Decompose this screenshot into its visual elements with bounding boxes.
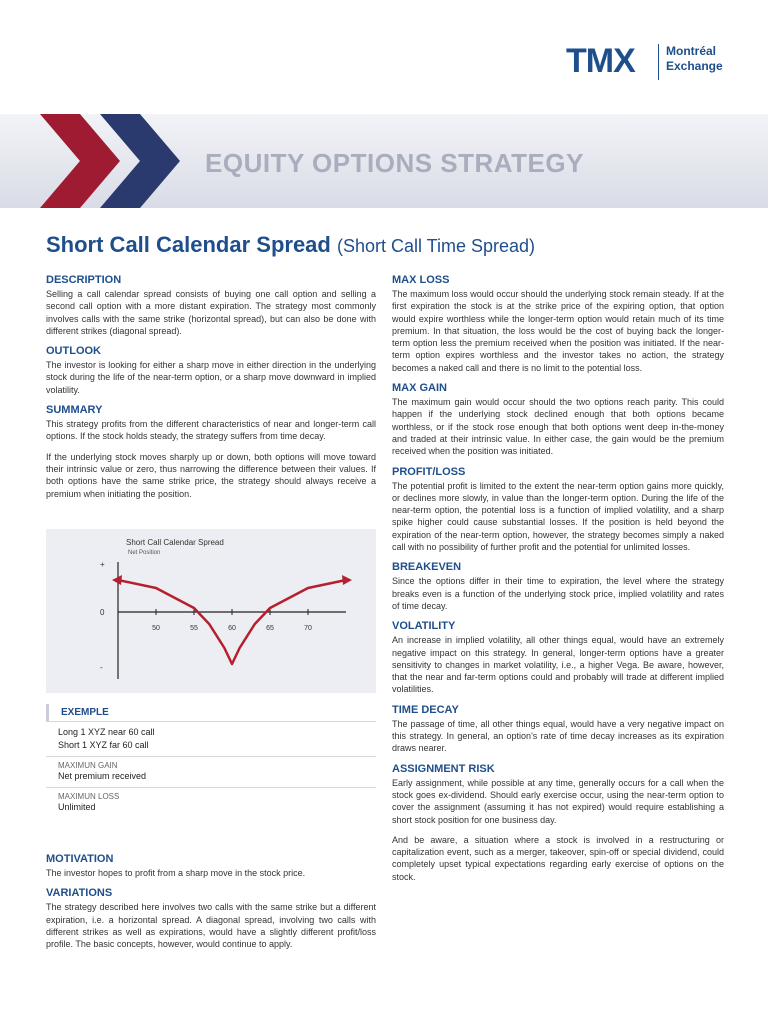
section-heading: MAX GAIN	[392, 382, 447, 395]
section-volatility	[392, 620, 724, 695]
example-line: Short 1 XYZ far 60 call	[58, 740, 149, 750]
page-title	[46, 232, 535, 258]
section-summary	[46, 404, 376, 500]
section-paragraph: This strategy profits from the different characteristics of near and longer-term call options. If the stock holds steady, the strategy suffers from time decay.	[46, 419, 376, 442]
page-title-sub: (Short Call Time Spread)	[336, 236, 536, 256]
max-loss-value: Unlimited	[58, 802, 96, 812]
example-max-loss	[46, 787, 376, 818]
max-loss-label: MAXIMUN LOSS	[58, 792, 120, 801]
section-paragraph: Selling a call calendar spread consists of buying one call option and selling a second call option with a more distant expiration. The strategy most commonly involves calls with the same strike (horizontal spread), but can also be done with different strikes (diagonal spread).	[46, 289, 376, 336]
chart-arrow-right-icon	[342, 575, 352, 585]
page-title-main: Short Call Calendar Spread	[46, 232, 331, 257]
section-paragraph: The investor is looking for either a sharp move in either direction in the underlying stock during the life of the near-term option, or a sharp move downward in implied volatility.	[46, 360, 376, 395]
band-title: EQUITY OPTIONS STRATEGY	[205, 148, 584, 178]
example-box	[46, 704, 376, 818]
chevron-icon	[0, 114, 200, 208]
section-heading: DESCRIPTION	[46, 274, 122, 286]
section-breakeven	[392, 561, 724, 612]
section-paragraph: Since the options differ in their time to expiration, the level where the strategy breaks even is a function of the underlying stock price, implied volatility and rates of time decay.	[392, 576, 724, 611]
chart-x-tick-label: 70	[304, 625, 312, 632]
section-heading: BREAKEVEN	[392, 561, 462, 574]
chart-y-label: -	[100, 663, 103, 672]
example-heading: EXEMPLE	[46, 704, 376, 721]
section-paragraph: The investor hopes to profit from a sharp move in the stock price.	[46, 868, 306, 878]
section-motivation	[46, 853, 376, 879]
section-description	[46, 274, 376, 337]
logo-place	[666, 44, 723, 74]
section-heading: OUTLOOK	[46, 345, 101, 358]
payoff-chart-box	[46, 529, 376, 693]
chart-y-label: 0	[100, 608, 105, 617]
section-heading: ASSIGNMENT RISK	[392, 762, 495, 775]
tmx-logo	[566, 38, 736, 88]
chart-x-tick-label: 55	[190, 625, 198, 632]
section-heading: VARIATIONS	[46, 887, 113, 900]
section-heading: MOTIVATION	[46, 853, 114, 865]
section-outlook	[46, 345, 376, 396]
chart-arrow-left-icon	[112, 575, 122, 585]
max-gain-value: Net premium received	[58, 771, 147, 781]
section-heading: MAX LOSS	[392, 274, 450, 286]
section-max-loss	[392, 274, 724, 374]
logo-divider	[658, 44, 659, 80]
section-time-decay	[392, 704, 724, 755]
chart-y-label: +	[100, 560, 105, 569]
payoff-chart	[46, 529, 376, 693]
section-heading: PROFIT/LOSS	[392, 465, 466, 478]
section-heading: SUMMARY	[46, 404, 103, 417]
section-assignment-risk	[392, 763, 724, 883]
section-profit-loss	[392, 466, 724, 554]
right-column	[392, 274, 724, 891]
section-max-gain	[392, 382, 724, 457]
section-paragraph: The maximum gain would occur should the two options reach parity. This could happen if the underlying stock declined enough that both options became worthless, or if the stock rose enough that both options went deep in-the-money and traded at their intrinsic value. In either case, the gain would be the premium received when the position was initiated.	[392, 397, 724, 457]
left-column	[46, 274, 376, 508]
chart-x-tick-label: 65	[266, 625, 274, 632]
logo-text: TMX	[566, 42, 635, 80]
chart-x-tick-label: 60	[228, 625, 236, 632]
max-gain-label: MAXIMUN GAIN	[58, 761, 118, 770]
chart-title: Short Call Calendar Spread	[126, 538, 224, 547]
section-paragraph: The maximum loss would occur should the underlying stock remain steady. If at the first expiration the stock is at the strike price of the expiring option, that option would expire worthless while the longer-term option would retain much of its time premium. In that situation, the loss would be the cost of buying back the longer-term option less the premium received when the position was initiated. If the near-term option expires worthless and the investor takes no action, the strategy becomes a naked call and there is no limit to the potential loss.	[392, 289, 724, 373]
section-variations	[46, 887, 376, 950]
chart-x-tick-label: 50	[152, 625, 160, 632]
section-heading: VOLATILITY	[392, 620, 456, 633]
section-paragraph: If the underlying stock moves sharply up or down, both options will move toward their intrinsic value or zero, thus narrowing the difference between their values. If both options have the same strike price, the strategy should always receive a premium when initiating the position.	[46, 451, 376, 499]
section-paragraph: An increase in implied volatility, all other things equal, would have an extremely negative impact on this strategy. In general, longer-term options have a greater sensitivity to changes in market volatility, i.e., a higher Vega. Be aware, however, that the near and far-term options could and probably will trade at different implied volatilities.	[392, 635, 724, 695]
chart-ylabel: Net Position	[128, 550, 161, 556]
logo-place-line2: Exchange	[666, 59, 723, 73]
section-heading: TIME DECAY	[392, 703, 459, 716]
example-lines	[46, 721, 376, 756]
section-paragraph: The potential profit is limited to the extent the near-term option gains more quickly, or declines more slowly, in value than the longer-term option. During the life of the near-term option, the potential loss is a function of implied volatility, and a sharp spike higher could cause substantial losses. If the position is held beyond the expiration of the near-term option, however, the strategy becomes simply a naked call with no possibility of further profit and the potential for unlimited losses.	[392, 480, 724, 553]
bottom-left-column	[46, 853, 376, 958]
logo-place-line1: Montréal	[666, 44, 717, 58]
section-paragraph: The strategy described here involves two calls with the same strike but a different expiration, i.e. a horizontal spread. A diagonal spread, involving two calls with different strikes as well as expirations, would have a slightly different profit/loss profile. The basic concepts, however, would continue to apply.	[46, 902, 376, 950]
section-paragraph: The passage of time, all other things equal, would have a very negative impact on this strategy. In general, an option's rate of time decay increases as its expiration draws nearer.	[392, 718, 724, 754]
section-paragraph: And be aware, a situation where a stock is involved in a restructuring or capitalization event, such as a merger, takeover, spin-off or special dividend, could completely upset typical expectations regarding early exercise of options on the stock.	[392, 834, 724, 882]
example-max-gain	[46, 756, 376, 787]
section-paragraph: Early assignment, while possible at any time, generally occurs for a call when the stock goes ex-dividend. Should early exercise occur, using the near-term option to cover the assignment (assuming it has not expired) would require establishing a short stock position for one business day.	[392, 777, 724, 825]
example-line: Long 1 XYZ near 60 call	[58, 727, 155, 737]
chart-series-line	[118, 580, 346, 664]
